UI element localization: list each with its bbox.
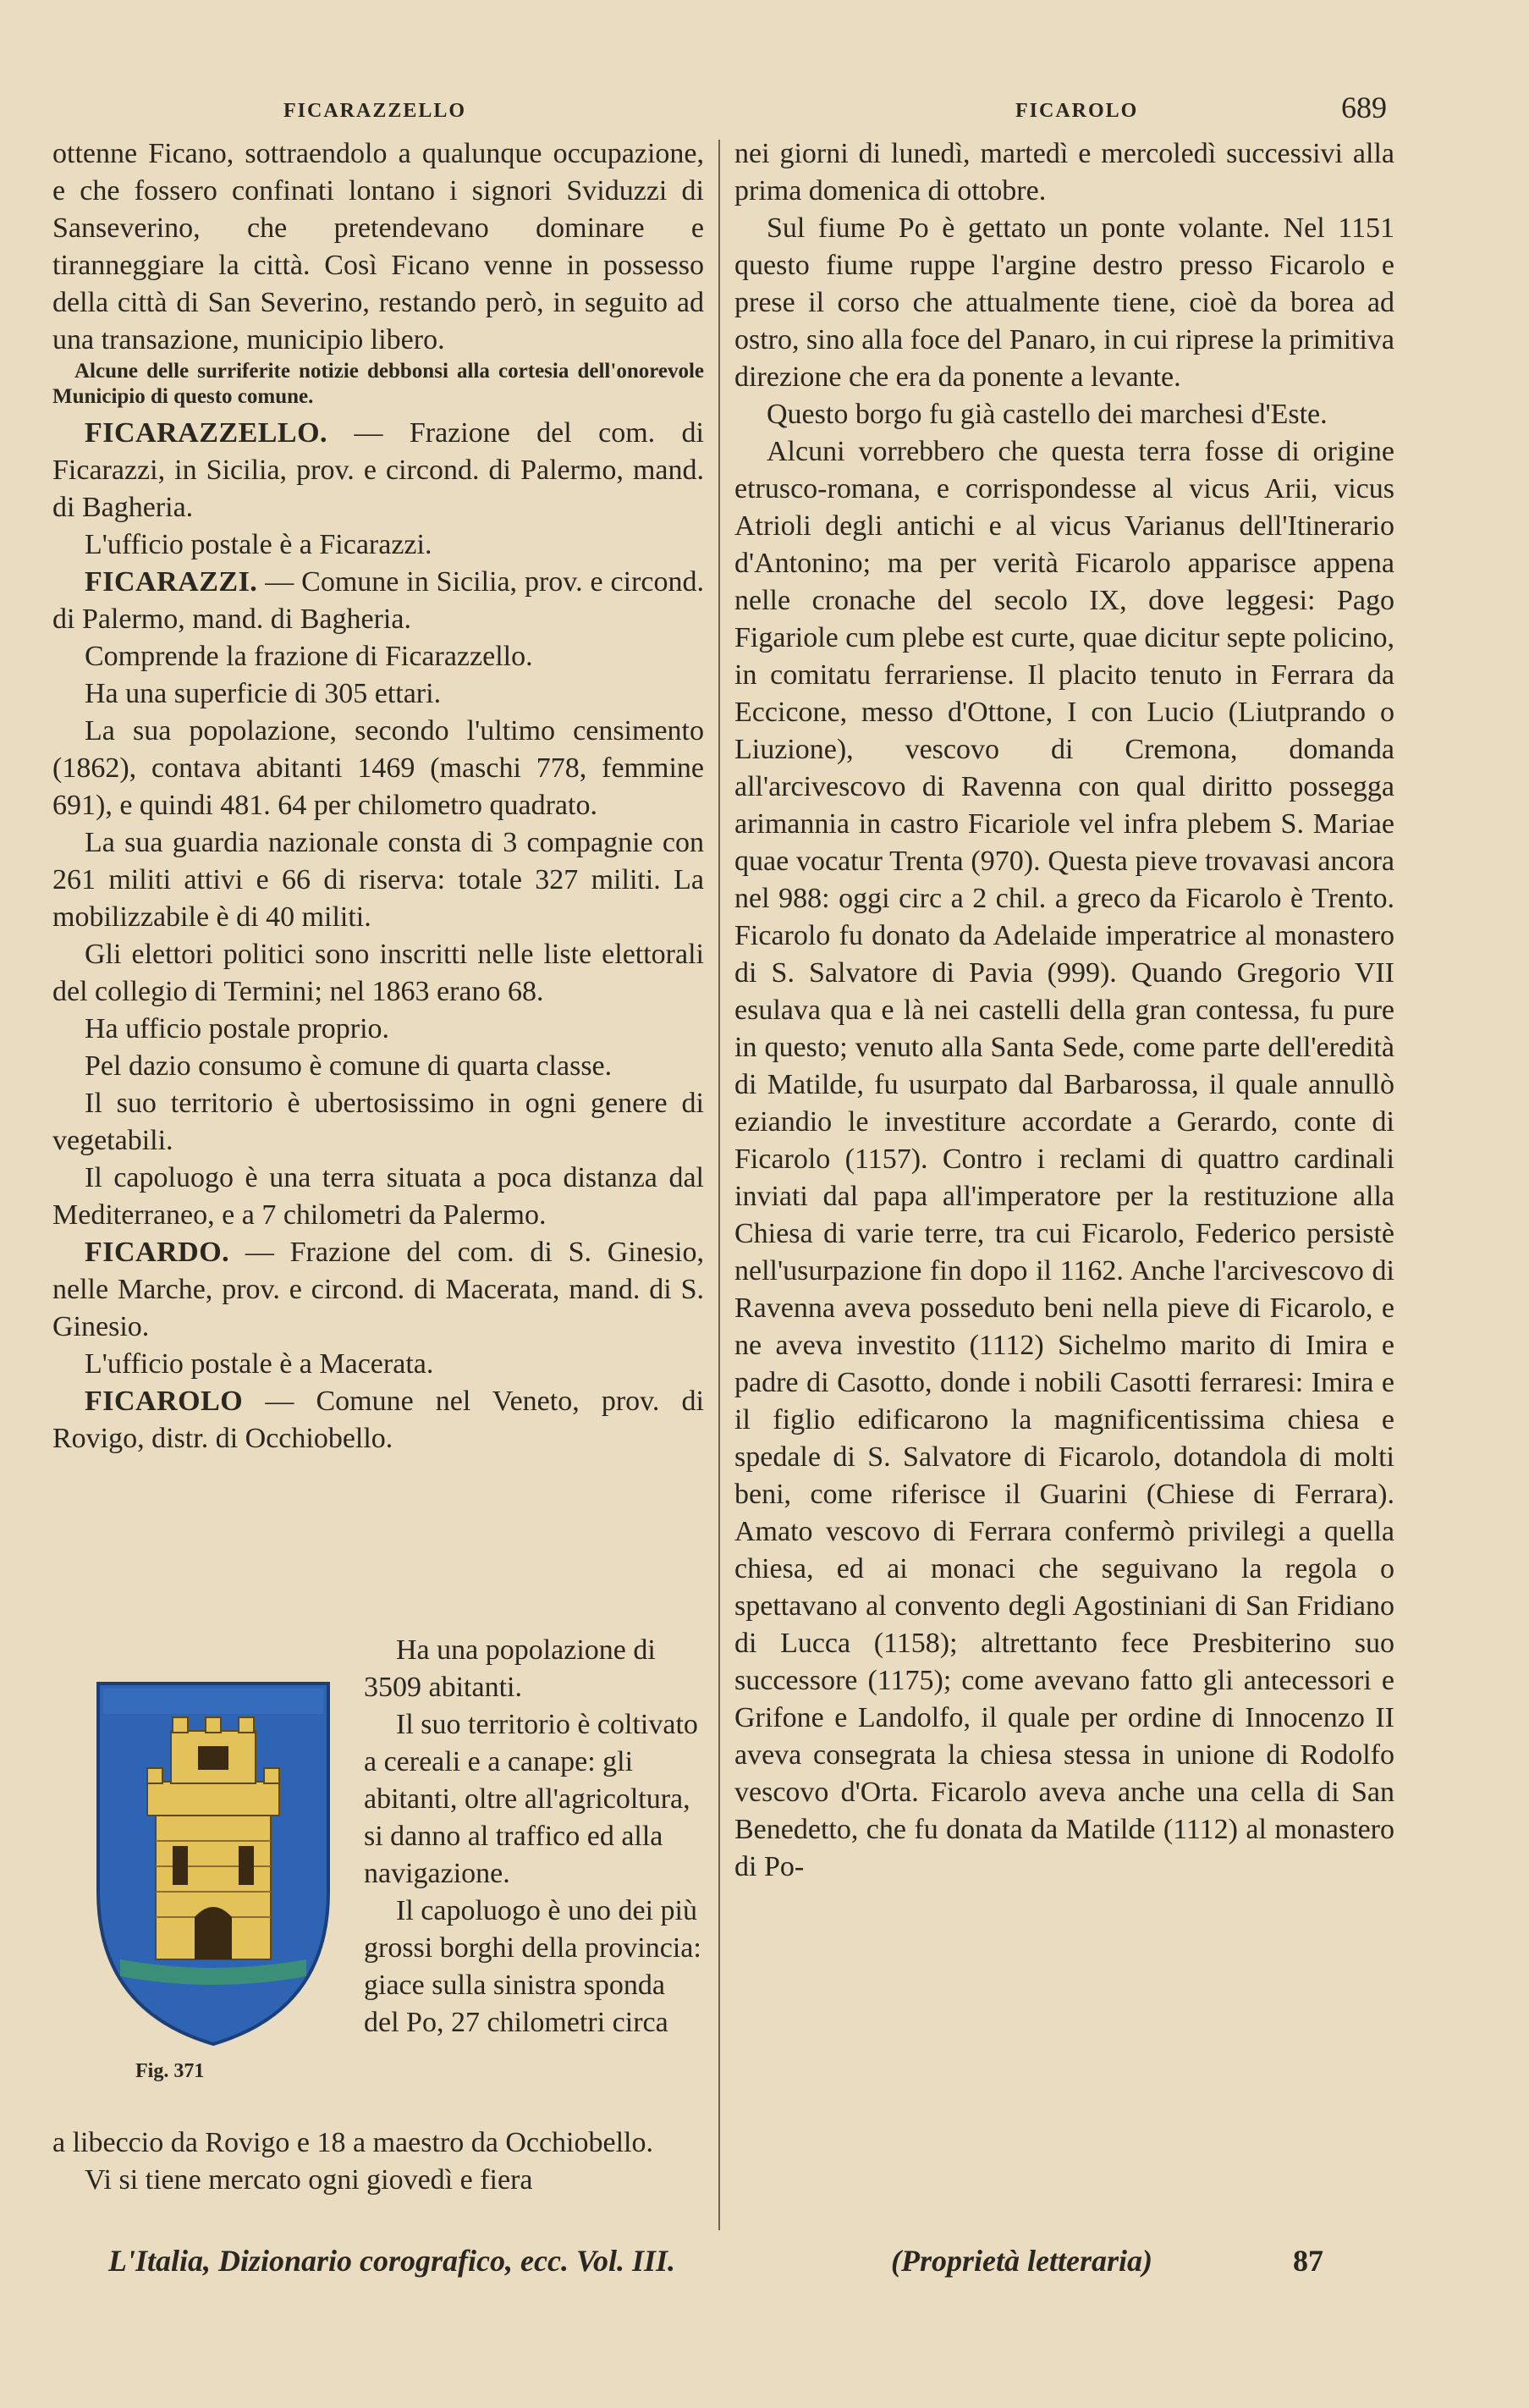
paragraph: Ha ufficio postale proprio. bbox=[85, 1013, 390, 1044]
paragraph: a libeccio da Rovigo e 18 a maestro da Occhiobello. bbox=[52, 2127, 653, 2158]
paragraph: Il capoluogo è una terra situata a poca distanza dal Mediterraneo, e a 7 chilometri da Palermo. bbox=[52, 1162, 704, 1231]
left-column-tail bbox=[52, 2124, 704, 2199]
paragraph: La sua popolazione, secondo l'ultimo censimento (1862), contava abitanti 1469 (maschi 778, femmine 691), e quindi 481. 64 per chilometro quadrato. bbox=[52, 715, 704, 821]
coat-of-arms-image bbox=[95, 1680, 332, 2048]
entry-heading: FICAROLO bbox=[85, 1386, 244, 1417]
paragraph: Comprende la frazione di Ficarazzello. bbox=[85, 641, 533, 672]
paragraph: Pel dazio consumo è comune di quarta classe. bbox=[85, 1050, 613, 1082]
paragraph: L'ufficio postale è a Macerata. bbox=[85, 1348, 434, 1380]
page-number: 689 bbox=[1341, 91, 1387, 124]
paragraph: Alcuni vorrebbero che questa terra fosse di origine etrusco-romana, e corrispondesse al vicus Arii, vicus Atrioli degli antichi e al vicus Varianus dell'Itinerario d'Antonino; ma per verità Ficarolo apparisce appena nelle cronache del secolo IX, dove leggesi: Pago Figariole cum plebe est curte, quae dicitur septe policino, in comitatu ferrariense. Il placito tenuto in Ferrara da Eccicone, messo d'Ottone, I con Lucio (Liutprando o Liuzione), vescovo di Cremona, domanda all'arcivescovo di Ravenna con qual diritto possegga arimannia in castro Ficariole vel infra plebem S. Mariae quae vocatur Trenta (970). Questa pieve trovavasi ancora nel 988: oggi circ a 2 chil. a greco da Ficarolo è Trento. Ficarolo fu donato da Adelaide imperatrice al monastero di S. Salvatore di Pavia (999). Quando Gregorio VII esulava qua e là nei castelli della gran contessa, fu pure in questo; venuto alla Santa Sede, come parte dell'eredità di Matilde, fu usurpato dal Barbarossa, il quale annullò eziandio le investiture accordate a Gerardo, conte di Ficarolo (1157). Contro i reclami di quattro cardinali inviati dal papa all'imperatore per la restituzione alla Chiesa di varie terre, tra cui Ficarolo, Federico persistè nell'usurpazione fin dopo il 1162. Anche l'arcivescovo di Ravenna aveva posseduto beni nella pieve di Ficarolo, e ne aveva investito (1112) Sichelmo marito di Imira e padre di Casotto, donde i nobili Casotti ferraresi: Imira e il figlio edificarono la magnificentissima chiesa e spedale di S. Salvatore di Ficarolo, dotandola di molti beni, come riferisce il Guarini (Chiese di Ferrara). Amato vescovo di Ferrara confermò privilegi a quella chiesa, ed ai monaci che seguivano la regola o spettavano al convento degli Agostiniani di San Fridiano di Lucca (1158); altrettanto fece Presbiterino suo successore (1175); come avevano fatto gli antecessori e Grifone e Landolfo, il quale per ordine di Innocenzo II aveva consegrata la chiesa stessa in unione di Rodolfo vescovo d'Orta. Ficarolo aveva anche una cella di San Benedetto, che fu donata da Matilde (1112) al monastero di Po- bbox=[734, 436, 1394, 1882]
left-column bbox=[52, 135, 704, 1457]
paragraph: Gli elettori politici sono inscritti nelle liste elettorali del collegio di Termini; nel 1863 erano 68. bbox=[52, 939, 704, 1007]
footer-copyright: (Proprietà letteraria) bbox=[891, 2244, 1152, 2278]
entry-text: — Frazione del com. di S. Ginesio, nelle Marche, prov. e circond. di Macerata, mand. di S. Ginesio. bbox=[52, 1237, 704, 1342]
footnote: Alcune delle surriferite notizie debbonsi alla cortesia dell'onorevole Municipio di questo comune. bbox=[52, 360, 704, 408]
entry-ficarolo bbox=[52, 1383, 704, 1457]
entry-text: — Comune in Sicilia, prov. e circond. di Palermo, mand. di Bagheria. bbox=[52, 566, 704, 635]
running-head-right: FICAROLO bbox=[1015, 100, 1139, 122]
coat-of-arms-figure bbox=[95, 1680, 332, 2048]
entry-ficarazzello bbox=[52, 415, 704, 526]
entry-ficardo bbox=[52, 1234, 704, 1346]
entry-heading: FICARDO. bbox=[85, 1237, 230, 1268]
paragraph: Sul fiume Po è gettato un ponte volante. Nel 1151 questo fiume ruppe l'argine destro presso Ficarolo e prese il corso che attualmente tiene, cioè da borea ad ostro, sino alla foce del Panaro, in cui riprese la primitiva direzione che era da ponente a levante. bbox=[734, 212, 1394, 393]
footer-signature: 87 bbox=[1293, 2244, 1323, 2278]
paragraph: ottenne Ficano, sottraendolo a qualunque occupazione, e che fossero confinati lontano i signori Sviduzzi di Sanseverino, che pretendevano dominare e tiranneggiare la città. Così Ficano venne in possesso della città di San Severino, restando però, in seguito ad una transazione, municipio libero. bbox=[52, 138, 704, 355]
running-head-left: FICARAZZELLO bbox=[283, 100, 467, 122]
paragraph: nei giorni di lunedì, martedì e mercoledì successivi alla prima domenica di ottobre. bbox=[734, 138, 1394, 207]
paragraph: Il suo territorio è ubertosissimo in ogni genere di vegetabili. bbox=[52, 1088, 704, 1156]
footer-title: L'Italia, Dizionario corografico, ecc. Vol. III. bbox=[108, 2244, 676, 2278]
paragraph: Il capoluogo è uno dei più grossi borghi della provincia: giace sulla sinistra sponda del Po, 27 chilometri circa bbox=[364, 1895, 701, 2038]
entry-heading: FICARAZZI. bbox=[85, 566, 258, 598]
paragraph: Questo borgo fu già castello dei marchesi d'Este. bbox=[767, 399, 1328, 430]
entry-ficarazzi bbox=[52, 564, 704, 638]
right-column bbox=[734, 135, 1394, 1886]
paragraph: Il suo territorio è coltivato a cereali e a canape: gli abitanti, oltre all'agricoltura, si danno al traffico ed alla navigazione. bbox=[364, 1709, 698, 1889]
paragraph: Vi si tiene mercato ogni giovedì e fiera bbox=[85, 2164, 533, 2196]
figure-caption: Fig. 371 bbox=[135, 2060, 205, 2082]
paragraph: L'ufficio postale è a Ficarazzi. bbox=[85, 529, 432, 560]
paragraph: Ha una superficie di 305 ettari. bbox=[85, 678, 442, 709]
entry-heading: FICARAZZELLO. bbox=[85, 417, 328, 449]
paragraph: Ha una popolazione di 3509 abitanti. bbox=[364, 1634, 656, 1703]
entry-text: — Comune nel Veneto, prov. di Rovigo, distr. di Occhiobello. bbox=[52, 1386, 704, 1454]
wrapped-text bbox=[364, 1632, 704, 2042]
paragraph: La sua guardia nazionale consta di 3 compagnie con 261 militi attivi e 66 di riserva: totale 327 militi. La mobilizzabile è di 40 militi. bbox=[52, 827, 704, 933]
column-divider bbox=[718, 140, 720, 2230]
entry-text: — Frazione del com. di Ficarazzi, in Sicilia, prov. e circond. di Palermo, mand. di Bagheria. bbox=[52, 417, 704, 523]
